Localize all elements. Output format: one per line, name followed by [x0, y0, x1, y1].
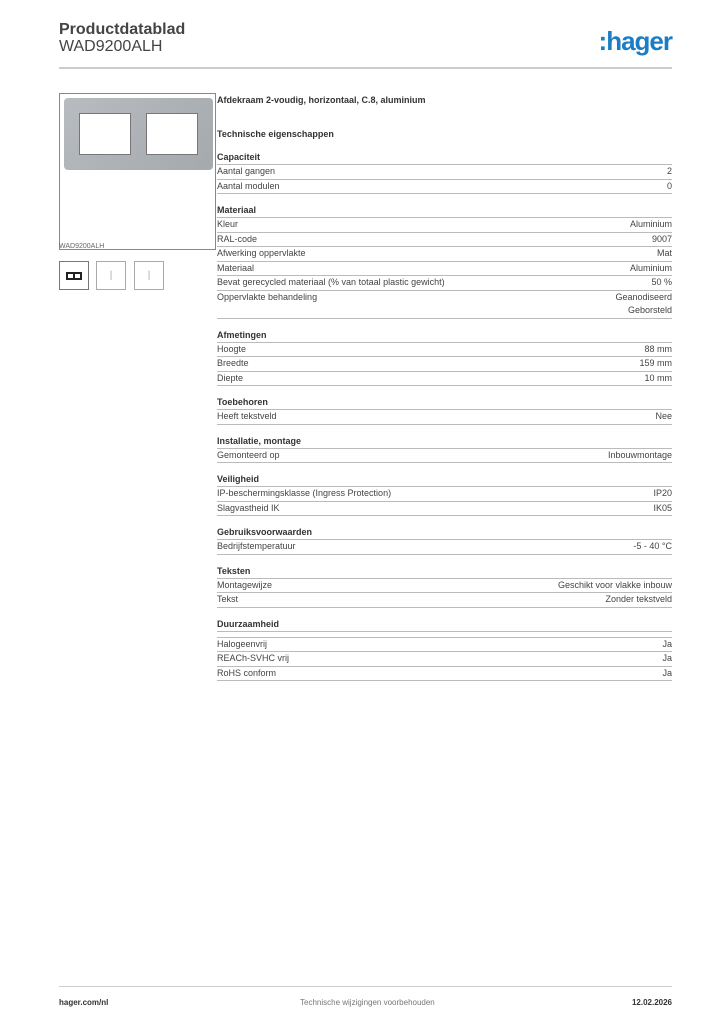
- spec-row: [217, 218, 672, 233]
- spec-row: [217, 638, 672, 653]
- spec-section: [217, 204, 672, 319]
- spec-row: [217, 502, 672, 517]
- frame-illustration: [64, 98, 213, 170]
- spec-label: Tekst: [217, 594, 239, 604]
- image-caption: WAD9200ALH: [59, 243, 105, 250]
- section-title: Teksten: [217, 565, 672, 579]
- spec-label: Slagvastheid IK: [217, 502, 280, 513]
- spec-label: Oppervlakte behandeling: [217, 291, 318, 302]
- section-title: Installatie, montage: [217, 435, 672, 449]
- spec-section: [217, 435, 672, 464]
- spec-sections: [217, 151, 672, 681]
- product-code: WAD9200ALH: [59, 38, 163, 55]
- spec-value: Geschikt voor vlakke inbouw: [557, 579, 672, 590]
- spec-value: 2: [666, 166, 672, 176]
- spec-value: Aluminium: [629, 219, 672, 229]
- spec-value: 9007: [651, 233, 672, 244]
- footer-divider: [59, 986, 672, 987]
- spec-value: -5 - 40 °C: [633, 541, 672, 551]
- spec-section: [217, 565, 672, 608]
- spec-panel: [217, 95, 672, 681]
- spec-row: [217, 276, 672, 291]
- spec-label: RAL-code: [217, 233, 258, 244]
- spec-value: 50 %: [651, 277, 672, 287]
- spec-section: [217, 329, 672, 387]
- spec-value: Mat: [656, 248, 672, 258]
- header-divider: [59, 67, 672, 69]
- spec-label: Bevat gerecycled materiaal (% van totaal plastic gewicht): [217, 277, 445, 287]
- spec-row: [217, 165, 672, 180]
- spec-section: [217, 151, 672, 194]
- thumbnail-side-icon[interactable]: |: [96, 261, 126, 290]
- spec-label: Afwerking oppervlakte: [217, 248, 306, 258]
- spec-row: [217, 343, 672, 358]
- spec-value: IK05: [653, 502, 672, 513]
- spec-row: [217, 372, 672, 387]
- spec-value: 0: [666, 180, 672, 191]
- spec-value: Aluminium: [629, 262, 672, 273]
- spec-label: Aantal gangen: [217, 166, 276, 176]
- spec-row: [217, 291, 672, 319]
- spec-value: Ja: [662, 667, 672, 678]
- spec-label: RoHS conform: [217, 667, 277, 678]
- hager-logo: :hager: [598, 26, 672, 56]
- section-title: Materiaal: [217, 204, 672, 218]
- spec-label: Hoogte: [217, 343, 247, 354]
- spec-row: [217, 233, 672, 248]
- spec-row: [217, 449, 672, 464]
- page-title: Productdatablad: [59, 21, 186, 38]
- spec-label: Bedrijfstemperatuur: [217, 541, 296, 551]
- spec-label: Breedte: [217, 358, 249, 368]
- section-title: Capaciteit: [217, 151, 672, 165]
- spec-row: [217, 540, 672, 555]
- spec-section: [217, 526, 672, 555]
- spec-label: Aantal modulen: [217, 180, 280, 191]
- spec-row: [217, 652, 672, 667]
- spec-row: [217, 667, 672, 682]
- frame-opening: [146, 113, 198, 155]
- spec-value: Ja: [662, 638, 672, 649]
- spec-row: [217, 262, 672, 277]
- spec-value: Geanodiseerd Geborsteld: [615, 291, 672, 315]
- spec-value: 159 mm: [639, 358, 672, 368]
- footer-date: 12.02.2026: [631, 998, 672, 1007]
- product-name: Afdekraam 2-voudig, horizontaal, C.8, aluminium: [217, 95, 426, 105]
- section-title: Afmetingen: [217, 329, 672, 343]
- spec-row: [217, 180, 672, 195]
- spec-value: IP20: [653, 488, 672, 498]
- thumbnail-side-icon[interactable]: |: [134, 261, 164, 290]
- spec-section: [217, 473, 672, 516]
- spec-label: REACh-SVHC vrij: [217, 653, 290, 663]
- spec-value: Ja: [662, 653, 672, 663]
- spec-value: Nee: [655, 411, 672, 421]
- footer-disclaimer: Technische wijzigingen voorbehouden: [300, 998, 435, 1007]
- section-title: Gebruiksvoorwaarden: [217, 526, 672, 540]
- spec-row: [217, 247, 672, 262]
- spec-value: Zonder tekstveld: [605, 594, 672, 604]
- spec-label: Heeft tekstveld: [217, 411, 277, 421]
- spec-section: [217, 618, 672, 682]
- tech-heading: Technische eigenschappen: [217, 129, 334, 139]
- thumbnail-frame-icon[interactable]: [59, 261, 89, 290]
- spec-row: [217, 593, 672, 608]
- section-title: Veiligheid: [217, 473, 672, 487]
- spec-label: IP-beschermingsklasse (Ingress Protection): [217, 488, 392, 498]
- spec-value: 88 mm: [644, 343, 672, 354]
- footer-website[interactable]: hager.com/nl: [59, 998, 109, 1007]
- section-title: Duurzaamheid: [217, 618, 672, 632]
- spec-section: [217, 396, 672, 425]
- spec-label: Halogeenvrij: [217, 638, 268, 649]
- spec-row: [217, 487, 672, 502]
- spec-label: Kleur: [217, 219, 239, 229]
- spec-label: Materiaal: [217, 262, 255, 273]
- spec-label: Gemonteerd op: [217, 449, 280, 460]
- spec-row: [217, 579, 672, 594]
- frame-opening: [79, 113, 131, 155]
- product-image: [59, 93, 216, 250]
- spec-label: Diepte: [217, 372, 244, 383]
- spec-row: [217, 410, 672, 425]
- section-title: Toebehoren: [217, 396, 672, 410]
- spec-value: Inbouwmontage: [607, 449, 672, 460]
- spec-label: Montagewijze: [217, 579, 273, 590]
- spec-value: 10 mm: [644, 372, 672, 383]
- spec-row: [217, 357, 672, 372]
